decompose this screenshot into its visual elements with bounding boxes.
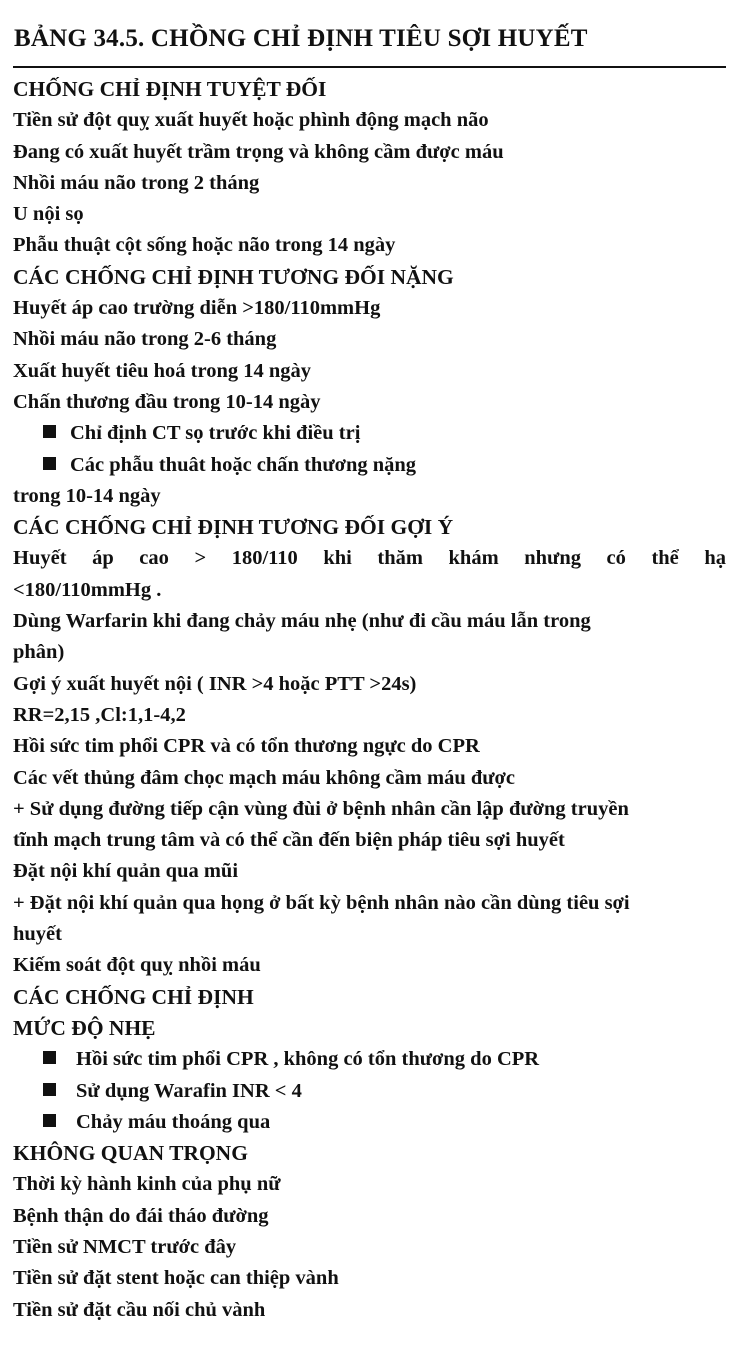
text-line: phân): [13, 641, 65, 664]
square-bullet-icon: [43, 1051, 56, 1064]
text-line: tĩnh mạch trung tâm và có thể cần đến biện pháp tiêu sợi huyết: [13, 829, 565, 852]
square-bullet-icon: [43, 1114, 56, 1127]
square-bullet-icon: [43, 1083, 56, 1096]
text-line: Tiền sử đặt stent hoặc can thiệp vành: [13, 1267, 339, 1290]
text-line: Bệnh thận do đái tháo đường: [13, 1204, 269, 1227]
text-line: Chấn thương đầu trong 10-14 ngày: [13, 390, 321, 413]
text-line: Thời kỳ hành kinh của phụ nữ: [13, 1173, 281, 1196]
text-line: Tiền sử đột quỵ xuất huyết hoặc phình động mạch não: [13, 109, 489, 132]
bullet-text: Chỉ định CT sọ trước khi điều trị: [70, 422, 361, 445]
text-line: Tiền sử NMCT trước đây: [13, 1235, 237, 1258]
section-heading-minor: CÁC CHỐNG CHỈ ĐỊNH: [13, 984, 254, 1009]
square-bullet-icon: [43, 425, 56, 438]
bullet-item: [13, 418, 726, 449]
text-line: trong 10-14 ngày: [13, 484, 161, 507]
text-line: Dùng Warfarin khi đang chảy máu nhẹ (như đi cầu máu lẫn trong: [13, 610, 591, 633]
section-heading-relative-major: CÁC CHỐNG CHỈ ĐỊNH TƯƠNG ĐỐI NẶNG: [13, 264, 454, 289]
text-line: Phẫu thuật cột sống hoặc não trong 14 ngày: [13, 234, 396, 257]
square-bullet-icon: [43, 457, 56, 470]
text-line: huyết: [13, 923, 62, 946]
bullet-text: Sử dụng Warafin INR < 4: [76, 1079, 302, 1102]
bullet-item: [13, 1044, 726, 1075]
table-body: [13, 74, 726, 1326]
bullet-text: Hồi sức tim phổi CPR , không có tổn thương do CPR: [76, 1048, 540, 1071]
section-heading-unimportant: KHÔNG QUAN TRỌNG: [13, 1141, 248, 1166]
text-line: Huyết áp cao > 180/110 khi thăm khám nhưng có thể hạ: [13, 547, 726, 570]
text-line: Tiền sử đặt cầu nối chủ vành: [13, 1298, 266, 1321]
bullet-item: [13, 1076, 726, 1107]
text-line: + Đặt nội khí quản qua họng ở bất kỳ bệnh nhân nào cần dùng tiêu sợi: [13, 891, 630, 914]
section-heading-absolute: CHỐNG CHỈ ĐỊNH TUYỆT ĐỐI: [13, 77, 327, 101]
section-heading-mild-level: MỨC ĐỘ NHẸ: [13, 1015, 156, 1040]
title-divider: [13, 66, 726, 68]
bullet-text: Các phẫu thuât hoặc chấn thương nặng: [70, 453, 417, 476]
section-heading-relative-suggestive: CÁC CHỐNG CHỈ ĐỊNH TƯƠNG ĐỐI GỢI Ý: [13, 515, 454, 540]
text-line: Kiếm soát đột quỵ nhồi máu: [13, 954, 261, 977]
text-line: + Sử dụng đường tiếp cận vùng đùi ở bệnh nhân cần lập đường truyền: [13, 797, 629, 820]
text-line: Đang có xuất huyết trầm trọng và không cầm được máu: [13, 140, 504, 163]
bullet-item: [13, 1107, 726, 1138]
bullet-text: Chảy máu thoáng qua: [76, 1110, 271, 1133]
text-line: Hồi sức tim phổi CPR và có tổn thương ngực do CPR: [13, 735, 480, 758]
text-line: Đặt nội khí quản qua mũi: [13, 860, 239, 883]
text-line: Nhồi máu não trong 2 tháng: [13, 171, 260, 194]
table-title: BẢNG 34.5. CHỒNG CHỈ ĐỊNH TIÊU SỢI HUYẾT: [14, 25, 588, 52]
text-line: Nhồi máu não trong 2-6 tháng: [13, 328, 277, 351]
text-line: Các vết thủng đâm chọc mạch máu không cầm máu được: [13, 766, 515, 789]
text-line: RR=2,15 ,Cl:1,1-4,2: [13, 703, 186, 726]
text-line: <180/110mmHg .: [13, 578, 162, 601]
text-line: U nội sọ: [13, 203, 84, 226]
text-line: Huyết áp cao trường diễn >180/110mmHg: [13, 297, 381, 320]
text-line: Xuất huyết tiêu hoá trong 14 ngày: [13, 359, 312, 382]
bullet-item: [13, 450, 726, 481]
text-line: Gợi ý xuất huyết nội ( INR >4 hoặc PTT >24s): [13, 672, 417, 695]
